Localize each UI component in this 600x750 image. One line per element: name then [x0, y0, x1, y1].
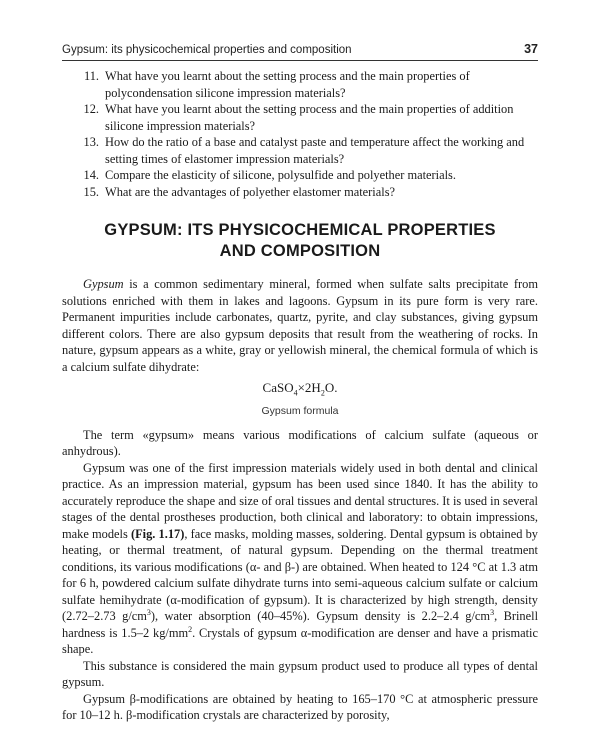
- question-item: [62, 184, 538, 201]
- question-number: 13.: [83, 135, 99, 149]
- paragraph-intro-text: is a common sedimentary mineral, formed when sulfate salts precipitate from solutions enriched with them in lakes and lagoons. Gypsum in its pure form is very rare. Permanent impurities include carbonates, quartz, pyrite, and clay substances, giving gypsum different colors. There are also gypsum deposits that result from the weathering of rocks. In nature, gypsum appears as a white, gray or yellowish mineral, the chemical formula of which is a calcium sulfate dihydrate:: [62, 277, 538, 374]
- paragraph-text: Gypsum was one of the first impression materials widely used in both dental and clinical practice. As an impression material, gypsum has been used since 1840. It has the ability to accurately reproduce the shape and size of oral tissues and dental structures. It is used in several stages of the dental prostheses production, both clinical and laboratory: to obtain impressions, make models: [62, 460, 538, 541]
- question-text: What have you learnt about the setting process and the main properties of addition silicone impression materials?: [105, 102, 514, 133]
- question-item: [62, 167, 538, 184]
- paragraph-beta-modification: Gypsum β-modifications are obtained by heating to 165–170 °C at atmospheric pressure for 10–12 h. β-modification crystals are characterized by porosity,: [62, 691, 538, 723]
- formula-caption: Gypsum formula: [261, 404, 339, 417]
- section-title: [62, 220, 538, 262]
- superscript: 3: [490, 607, 495, 617]
- formula-subscript: 2: [320, 388, 325, 398]
- question-item: [62, 68, 538, 101]
- paragraph-main-product: This substance is considered the main gypsum product used to produce all types of dental gypsum.: [62, 658, 538, 690]
- question-text: What are the advantages of polyether elastomer materials?: [105, 184, 396, 199]
- paragraph-text: ), water absorption (40–45%). Gypsum density is 2.2–2.4 g/cm: [150, 609, 491, 624]
- paragraph-text: . Crystals of gypsum α-modification are denser and have a prismatic shape.: [62, 625, 538, 657]
- header-rule: [62, 60, 538, 61]
- question-item: [62, 134, 538, 167]
- question-item: [62, 101, 538, 134]
- term-gypsum: Gypsum: [83, 277, 124, 291]
- question-text: Compare the elasticity of silicone, polysulfide and polyether materials.: [105, 168, 456, 182]
- page-content: [62, 68, 538, 724]
- question-list: [62, 68, 538, 200]
- page-number: 37: [524, 42, 538, 56]
- section-title-line1: GYPSUM: ITS PHYSICOCHEMICAL PROPERTIES: [104, 221, 496, 239]
- question-text: How do the ratio of a base and catalyst paste and temperature affect the working and setting times of elastomer impression materials?: [105, 135, 525, 166]
- formula-part: CaSO: [262, 380, 294, 395]
- formula-part: O.: [324, 380, 338, 395]
- running-header: [62, 42, 538, 56]
- paragraph-text: , Brinell hardness is 1.5–2 kg/mm: [62, 609, 539, 640]
- question-number: 11.: [83, 69, 99, 83]
- question-text: What have you learnt about the setting process and the main properties of polycondensation silicone impression materials?: [105, 69, 470, 100]
- superscript: 2: [188, 624, 193, 634]
- paragraph-term-definition: The term «gypsum» means various modifications of calcium sulfate (aqueous or anhydrous).: [62, 427, 538, 459]
- paragraph-text: , face masks, molding masses, soldering. Dental gypsum is obtained by heating, or thermal treatment, of natural gypsum. Depending on the thermal treatment conditions, its various modifications (α- and β-) are obtained. When heated to 124 °C at 1.3 atm for 6 h, powdered calcium sulfate dihydrate turns into semi-aqueous calcium sulfate or calcium sulfate hemihydrate (α-modification of gypsum). It is characterized by high strength, density (2.72–2.73 g/cm: [62, 526, 538, 624]
- figure-reference[interactable]: (Fig. 1.17): [130, 526, 185, 541]
- question-number: 12.: [83, 102, 99, 116]
- question-number: 15.: [83, 184, 99, 199]
- paragraph-intro: [62, 276, 538, 375]
- running-title: Gypsum: its physicochemical properties and composition: [62, 44, 352, 56]
- formula-subscript: 4: [293, 388, 298, 398]
- superscript: 3: [146, 607, 151, 617]
- formula-part: ×2H: [297, 380, 321, 395]
- paragraph-history: [62, 460, 538, 658]
- section-title-line2: AND COMPOSITION: [219, 242, 381, 260]
- chemical-formula: [62, 379, 538, 403]
- question-number: 14.: [83, 168, 99, 182]
